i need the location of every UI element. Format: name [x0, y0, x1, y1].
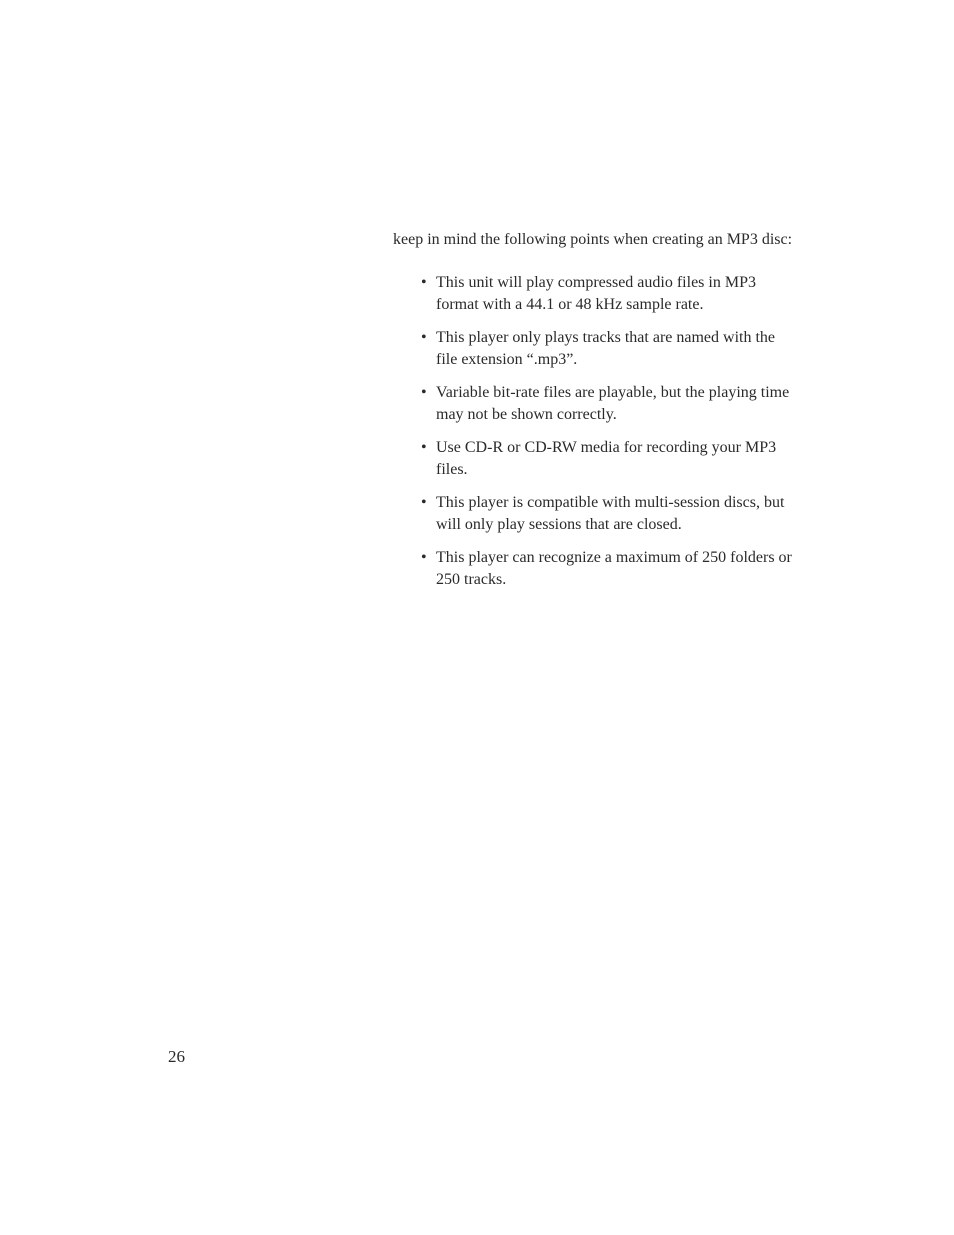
bullet-icon: • [421, 274, 427, 291]
list-item-text: This player can recognize a maximum of 250 folders or 250 tracks. [436, 549, 792, 588]
bullet-icon: • [421, 329, 427, 346]
bullet-list [393, 272, 793, 591]
list-item [393, 437, 793, 481]
list-item [393, 492, 793, 536]
list-item [393, 547, 793, 591]
list-item [393, 327, 793, 371]
list-item-text: This player is compatible with multi-session discs, but will only play sessions that are closed. [436, 494, 785, 533]
bullet-icon: • [421, 549, 427, 566]
bullet-icon: • [421, 494, 427, 511]
list-item [393, 382, 793, 426]
body-text [393, 229, 793, 602]
page-number: 26 [168, 1047, 185, 1066]
list-item-text: Use CD-R or CD-RW media for recording your MP3 files. [436, 439, 777, 478]
bullet-icon: • [421, 384, 427, 401]
intro-paragraph: keep in mind the following points when creating an MP3 disc: [393, 231, 793, 248]
list-item-text: This unit will play compressed audio files in MP3 format with a 44.1 or 48 kHz sample rate. [436, 274, 756, 313]
bullet-icon: • [421, 439, 427, 456]
list-item-text: This player only plays tracks that are named with the file extension “.mp3”. [436, 329, 776, 368]
list-item-text: Variable bit-rate files are playable, but the playing time may not be shown correctly. [436, 384, 790, 423]
list-item [393, 272, 793, 316]
